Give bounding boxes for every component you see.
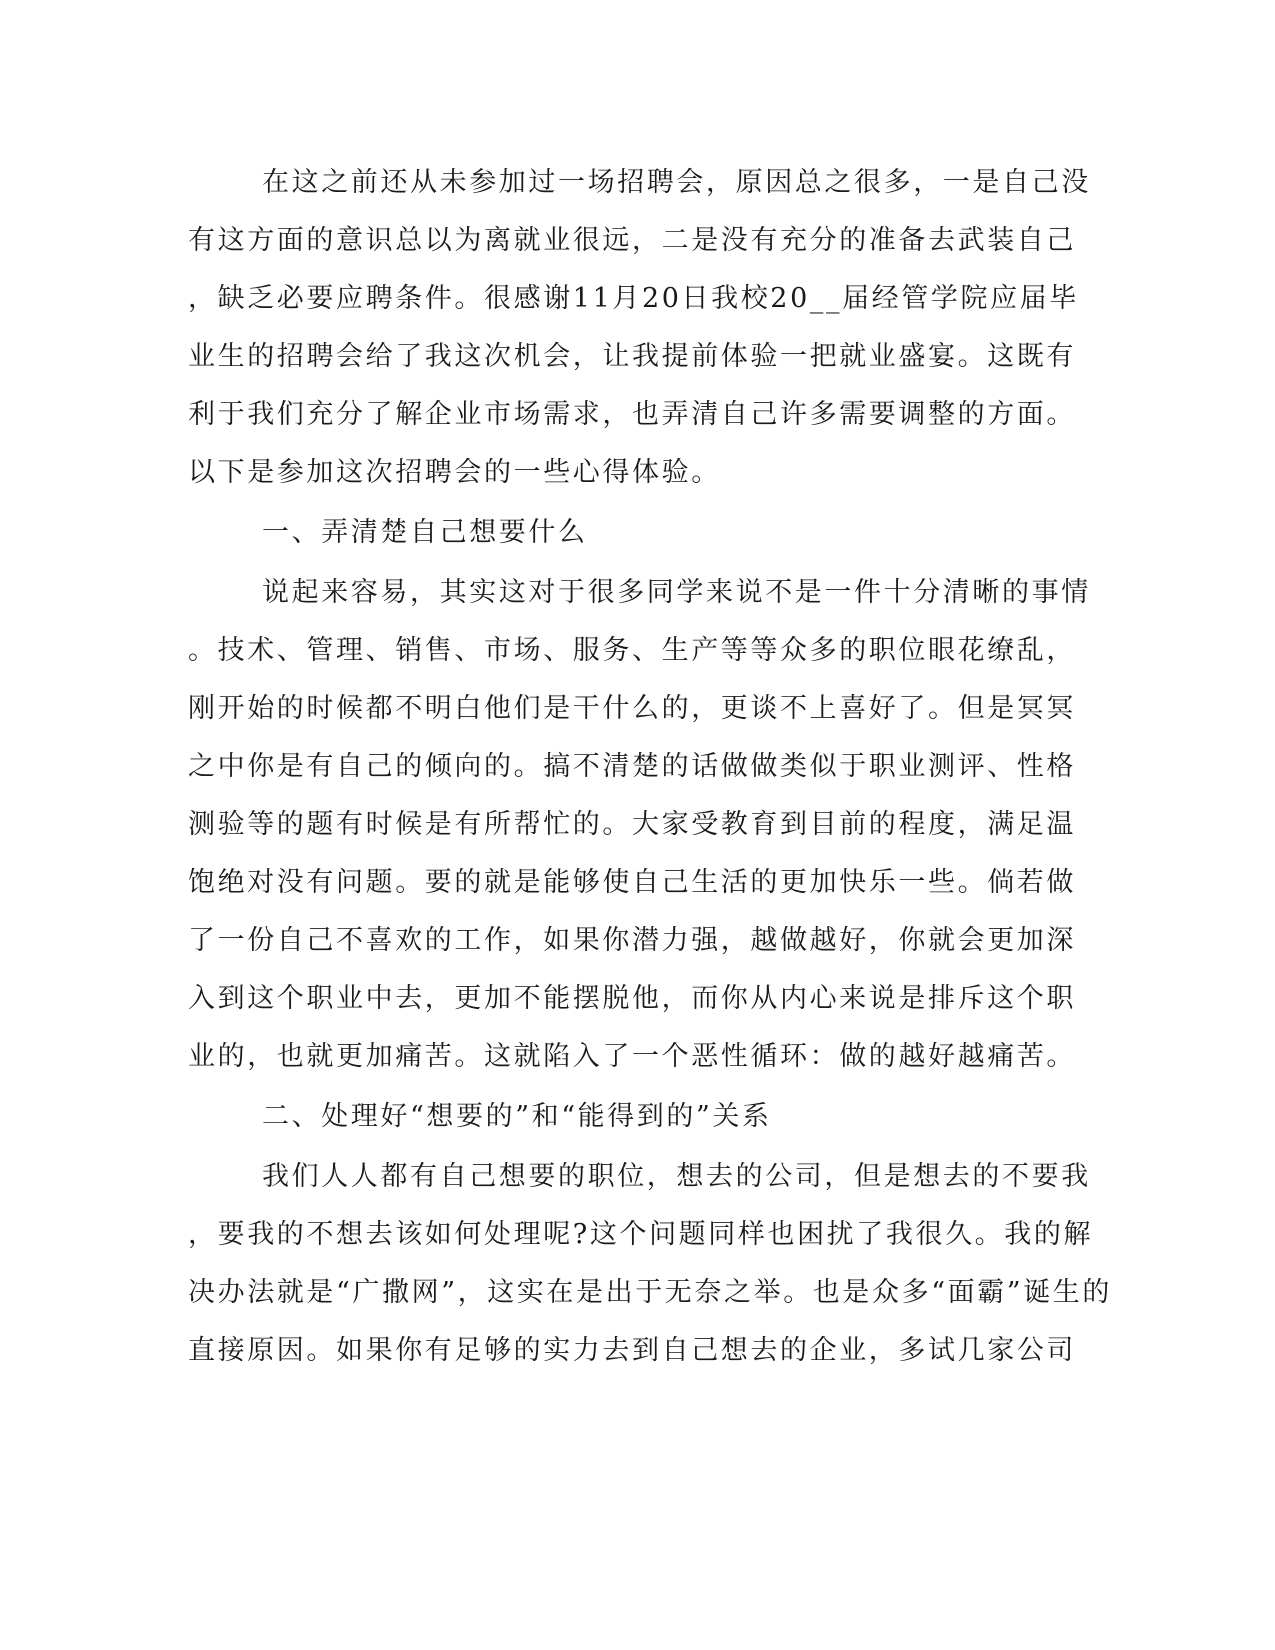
paragraph-3-line-4: 直接原因。如果你有足够的实力去到自己想去的企业，多试几家公司	[188, 1335, 1076, 1366]
paragraph-1-line-3: ，缺乏必要应聘条件。很感谢11月20日我校20__届经管学院应届毕	[188, 283, 1079, 314]
paragraph-2-line-1: 说起来容易，其实这对于很多同学来说不是一件十分清晰的事情	[262, 577, 1091, 608]
paragraph-2-line-7: 了一份自己不喜欢的工作，如果你潜力强，越做越好，你就会更加深	[188, 925, 1076, 956]
paragraph-2-line-6: 饱绝对没有问题。要的就是能够使自己生活的更加快乐一些。倘若做	[188, 867, 1076, 898]
section-heading-1: 一、弄清楚自己想要什么	[262, 517, 588, 548]
paragraph-2-line-3: 刚开始的时候都不明白他们是干什么的，更谈不上喜好了。但是冥冥	[188, 693, 1076, 724]
paragraph-2-line-5: 测验等的题有时候是有所帮忙的。大家受教育到目前的程度，满足温	[188, 809, 1076, 840]
paragraph-3-line-3: 决办法就是“广撒网”，这实在是出于无奈之举。也是众多“面霸”诞生的	[188, 1277, 1113, 1308]
paragraph-3-line-1: 我们人人都有自己想要的职位，想去的公司，但是想去的不要我	[262, 1161, 1091, 1192]
paragraph-1-line-1: 在这之前还从未参加过一场招聘会，原因总之很多，一是自己没	[262, 167, 1091, 198]
paragraph-1-line-5: 利于我们充分了解企业市场需求，也弄清自己许多需要调整的方面。	[188, 399, 1076, 430]
paragraph-1-line-2: 有这方面的意识总以为离就业很远，二是没有充分的准备去武装自己	[188, 225, 1076, 256]
paragraph-2-line-8: 入到这个职业中去，更加不能摆脱他，而你从内心来说是排斥这个职	[188, 983, 1076, 1014]
section-heading-2: 二、处理好“想要的”和“能得到的”关系	[262, 1101, 772, 1132]
paragraph-2-line-4: 之中你是有自己的倾向的。搞不清楚的话做做类似于职业测评、性格	[188, 751, 1076, 782]
paragraph-2-line-2: 。技术、管理、销售、市场、服务、生产等等众多的职位眼花缭乱，	[188, 635, 1076, 666]
paragraph-1-line-4: 业生的招聘会给了我这次机会，让我提前体验一把就业盛宴。这既有	[188, 341, 1076, 372]
paragraph-1-line-6: 以下是参加这次招聘会的一些心得体验。	[188, 457, 721, 488]
paragraph-3-line-2: ，要我的不想去该如何处理呢?这个问题同样也困扰了我很久。我的解	[188, 1219, 1094, 1250]
paragraph-2-line-9: 业的，也就更加痛苦。这就陷入了一个恶性循环：做的越好越痛苦。	[188, 1041, 1076, 1072]
